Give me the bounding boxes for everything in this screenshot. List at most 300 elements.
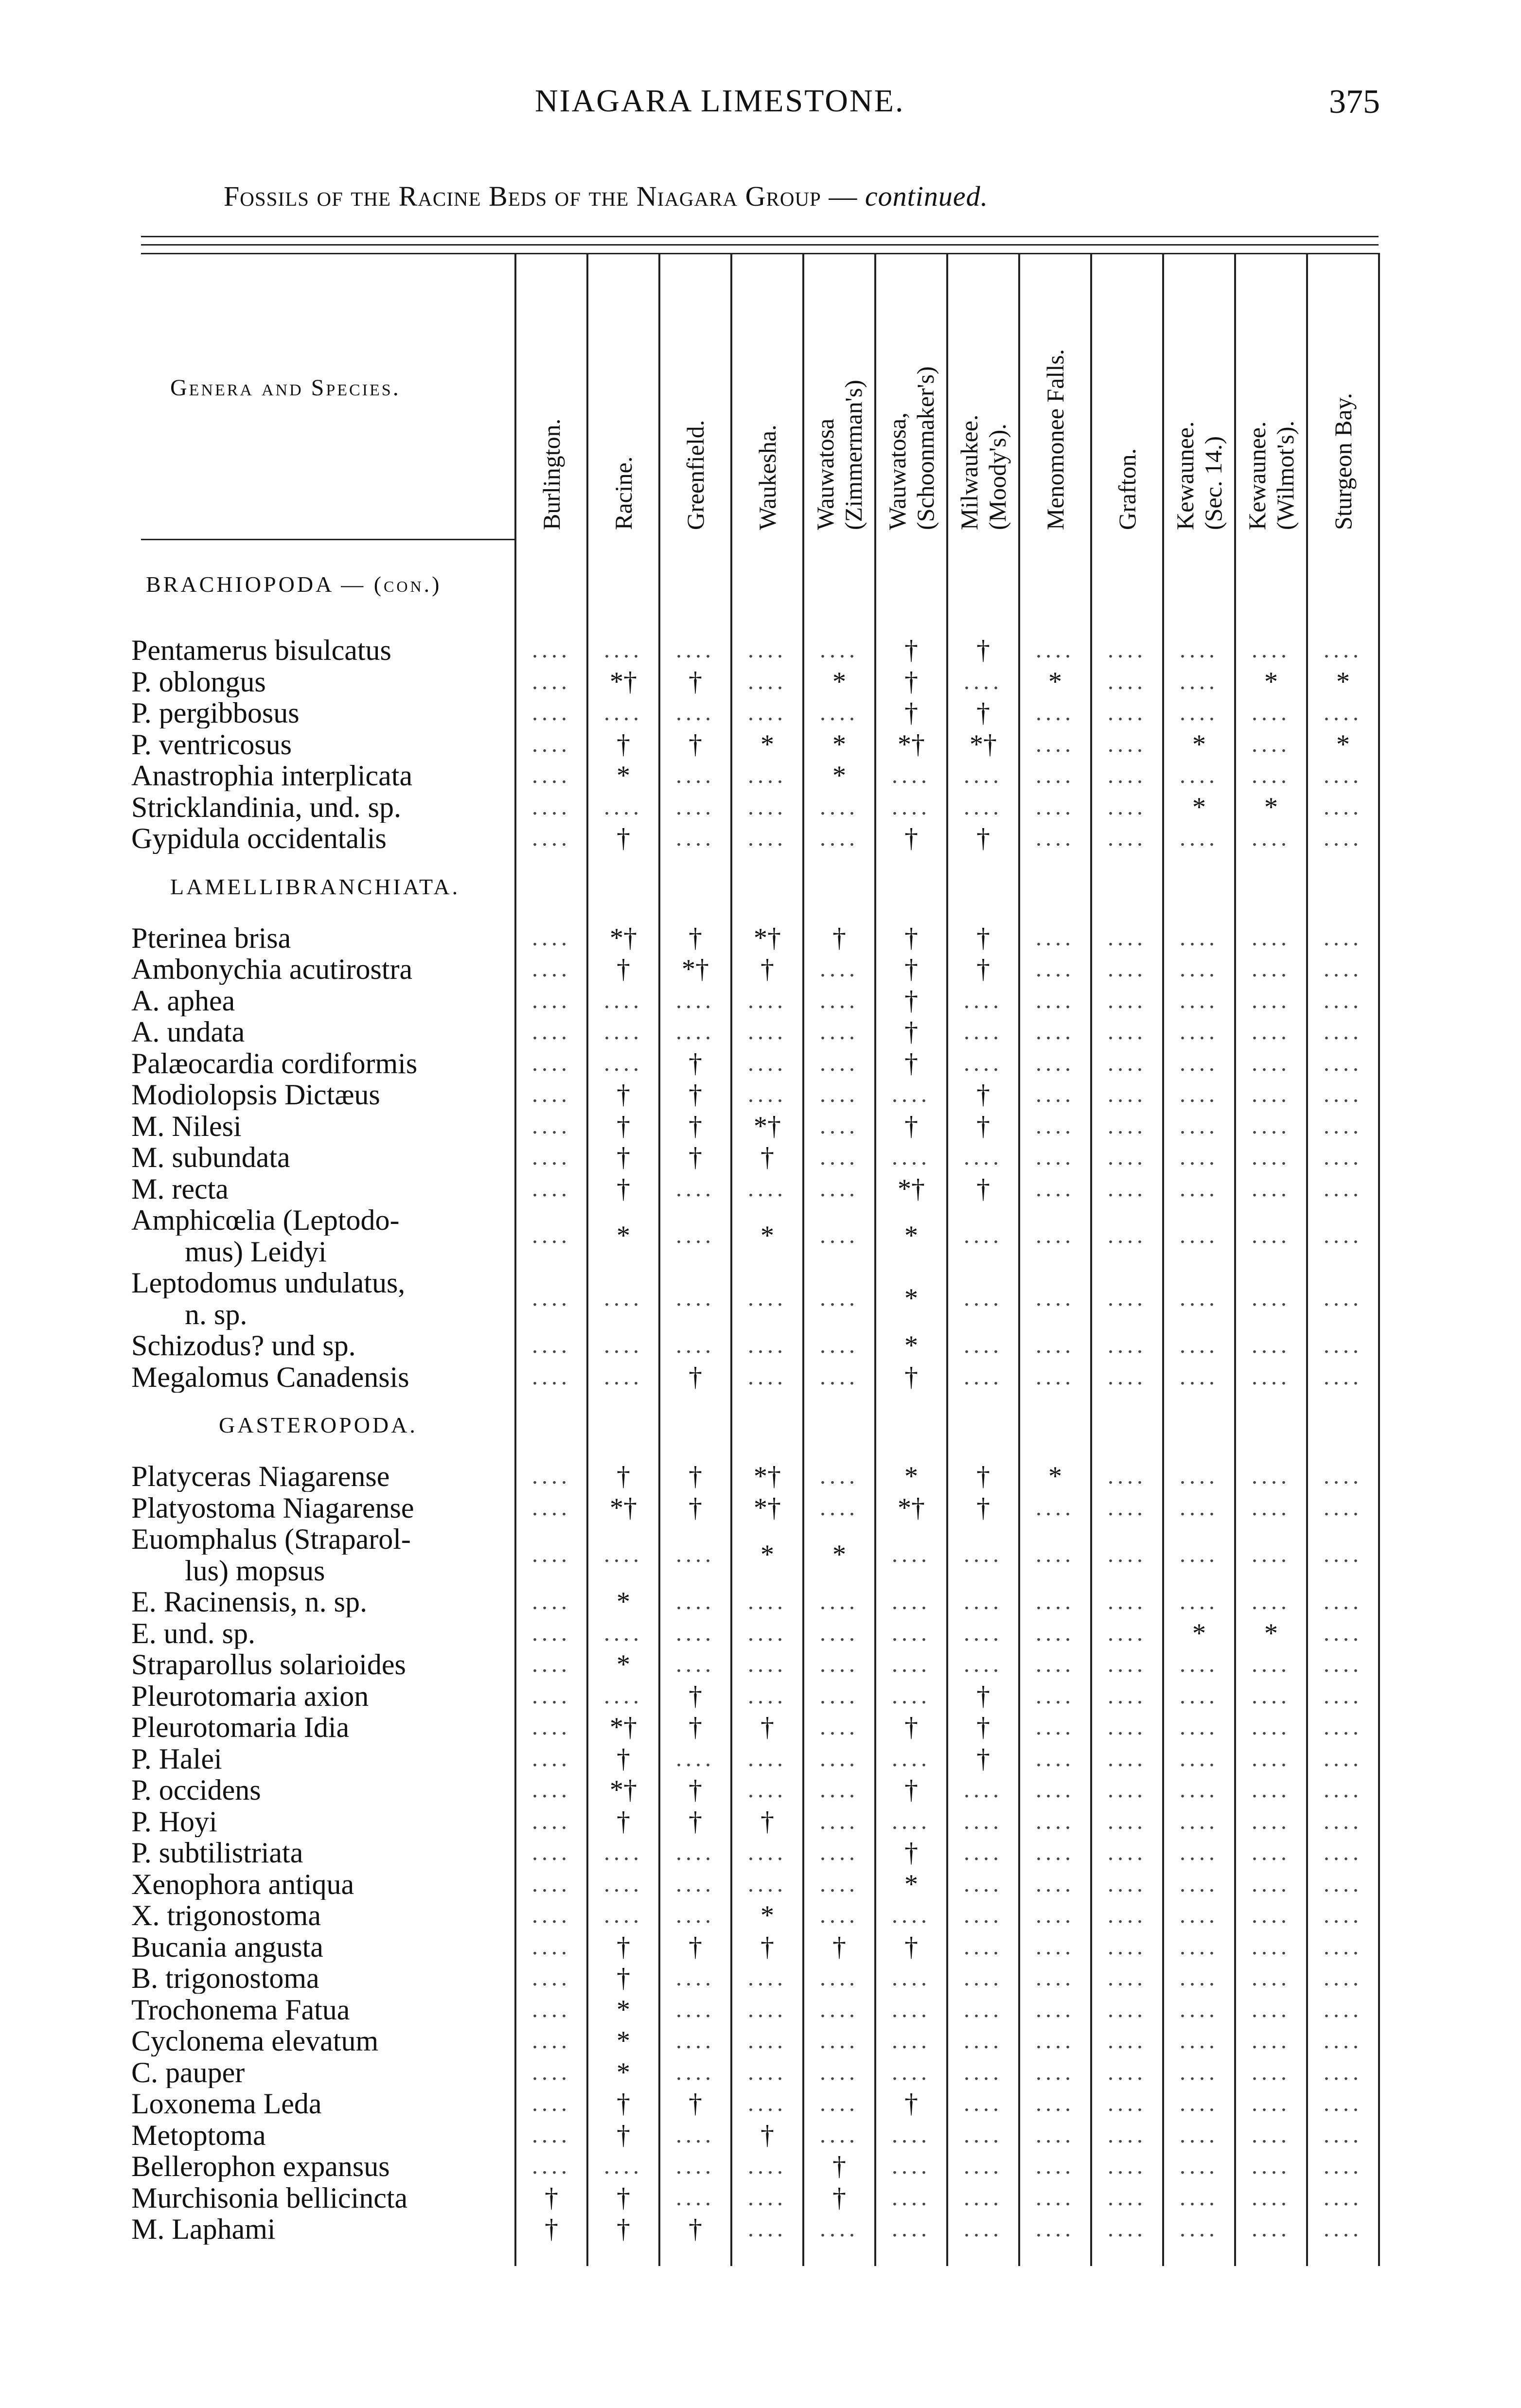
occurrence-cell: .... bbox=[532, 1541, 571, 1567]
occurrence-cell: *† bbox=[898, 1492, 925, 1523]
running-header bbox=[0, 83, 1521, 136]
occurrence-cell: .... bbox=[532, 1808, 571, 1834]
occurrence-cell: .... bbox=[1180, 1019, 1219, 1045]
occurrence-cell: .... bbox=[1324, 1144, 1362, 1170]
occurrence-cell: .... bbox=[604, 1620, 643, 1646]
occurrence-cell: .... bbox=[748, 1081, 787, 1107]
occurrence-cell: .... bbox=[820, 1494, 859, 1521]
occurrence-cell: .... bbox=[1324, 1222, 1362, 1248]
table-row bbox=[0, 729, 1521, 760]
occurrence-cell: .... bbox=[1180, 1589, 1219, 1614]
occurrence-cell: † bbox=[617, 2120, 630, 2150]
species-name: Anastrophia interplicata ..... bbox=[131, 760, 515, 791]
occurrence-cell: .... bbox=[1108, 1332, 1147, 1358]
occurrence-cell: .... bbox=[1180, 1808, 1219, 1834]
occurrence-cell: .... bbox=[1180, 2216, 1219, 2242]
column-header: Racine. bbox=[610, 456, 637, 530]
occurrence-cell: .... bbox=[964, 1285, 1003, 1311]
occurrence-cell: .... bbox=[1324, 1589, 1362, 1614]
occurrence-cell: .... bbox=[1108, 1363, 1147, 1390]
occurrence-cell: .... bbox=[1108, 1902, 1147, 1928]
occurrence-cell: .... bbox=[1108, 1113, 1147, 1139]
column-header: Wauwatosa, (Schoonmaker's) bbox=[884, 366, 939, 530]
occurrence-cell: .... bbox=[1324, 1933, 1362, 1960]
occurrence-cell: .... bbox=[1324, 2184, 1362, 2211]
occurrence-cell: † bbox=[689, 1111, 702, 1141]
occurrence-cell: .... bbox=[964, 1902, 1003, 1928]
occurrence-cell: .... bbox=[1180, 1332, 1219, 1358]
species-name: Murchisonia bellicincta ..... bbox=[131, 2182, 515, 2213]
occurrence-cell: *† bbox=[754, 922, 781, 953]
occurrence-cell: .... bbox=[532, 1902, 571, 1928]
occurrence-cell: .... bbox=[964, 1222, 1003, 1248]
occurrence-cell: .... bbox=[1108, 2090, 1147, 2116]
occurrence-cell: .... bbox=[964, 1620, 1003, 1646]
header-bottom-rule bbox=[141, 539, 515, 540]
table-row bbox=[0, 697, 1521, 728]
occurrence-cell: .... bbox=[892, 1996, 931, 2022]
occurrence-cell: .... bbox=[532, 1620, 571, 1646]
occurrence-cell: .... bbox=[820, 1871, 859, 1897]
occurrence-cell: .... bbox=[820, 1840, 859, 1865]
occurrence-cell: *† bbox=[898, 1173, 925, 1204]
occurrence-cell: .... bbox=[676, 762, 715, 788]
occurrence-cell: † bbox=[976, 1461, 990, 1491]
occurrence-cell: .... bbox=[532, 1113, 571, 1139]
occurrence-cell: .... bbox=[1108, 1745, 1147, 1771]
occurrence-cell: .... bbox=[1252, 825, 1291, 851]
species-name: A. aphea ..... bbox=[131, 985, 515, 1016]
table-row bbox=[0, 954, 1521, 985]
species-name: Schizodus? und sp. ..... bbox=[131, 1330, 515, 1361]
occurrence-cell: .... bbox=[1036, 1363, 1075, 1390]
occurrence-cell: † bbox=[976, 1111, 990, 1141]
occurrence-cell: .... bbox=[532, 1175, 571, 1202]
table-row bbox=[0, 1837, 1521, 1868]
occurrence-cell: *† bbox=[682, 954, 709, 984]
occurrence-cell: * bbox=[1264, 792, 1278, 822]
table-row bbox=[0, 2025, 1521, 2056]
occurrence-cell: .... bbox=[1252, 1965, 1291, 1991]
occurrence-cell: .... bbox=[604, 1902, 643, 1928]
occurrence-cell: .... bbox=[1252, 1714, 1291, 1740]
table-row bbox=[0, 792, 1521, 823]
occurrence-cell: † bbox=[976, 954, 990, 984]
occurrence-cell: .... bbox=[676, 2059, 715, 2085]
species-name: Pterinea brisa ..... bbox=[131, 922, 515, 954]
occurrence-cell: † bbox=[617, 1080, 630, 1110]
occurrence-cell: .... bbox=[820, 1363, 859, 1390]
occurrence-cell: .... bbox=[892, 2122, 931, 2148]
occurrence-cell: .... bbox=[892, 1144, 931, 1170]
occurrence-cell: *† bbox=[610, 1712, 637, 1742]
occurrence-cell: .... bbox=[1036, 1840, 1075, 1865]
occurrence-cell: † bbox=[976, 1080, 990, 1110]
occurrence-cell: .... bbox=[1252, 731, 1291, 757]
species-name-continued: n. sp. ..... bbox=[185, 1299, 569, 1330]
occurrence-cell: .... bbox=[820, 2122, 859, 2148]
occurrence-cell: .... bbox=[1108, 1144, 1147, 1170]
occurrence-cell: † bbox=[689, 729, 702, 760]
occurrence-cell: † bbox=[617, 1461, 630, 1491]
species-name: A. undata ..... bbox=[131, 1016, 515, 1047]
occurrence-cell: .... bbox=[1324, 1871, 1362, 1897]
occurrence-cell: .... bbox=[820, 1714, 859, 1740]
occurrence-cell: .... bbox=[748, 1996, 787, 2022]
occurrence-cell: .... bbox=[1036, 1902, 1075, 1928]
species-name: Ambonychia acutirostra ..... bbox=[131, 954, 515, 985]
occurrence-cell: .... bbox=[964, 1541, 1003, 1567]
occurrence-cell: † bbox=[545, 2214, 558, 2244]
occurrence-cell: .... bbox=[532, 1463, 571, 1489]
species-name: P. Halei ..... bbox=[131, 1743, 515, 1774]
occurrence-cell: .... bbox=[604, 700, 643, 726]
species-name: P. pergibbosus ..... bbox=[131, 697, 515, 728]
occurrence-cell: .... bbox=[532, 2153, 571, 2179]
table-row bbox=[0, 1142, 1521, 1173]
occurrence-cell: .... bbox=[676, 987, 715, 1013]
occurrence-cell: .... bbox=[1324, 1808, 1362, 1834]
occurrence-cell: .... bbox=[1036, 1714, 1075, 1740]
occurrence-cell: .... bbox=[1036, 762, 1075, 788]
species-name: Metoptoma ..... bbox=[131, 2120, 515, 2151]
occurrence-cell: .... bbox=[1108, 700, 1147, 726]
species-name: Modiolopsis Dictæus ..... bbox=[131, 1079, 515, 1110]
table-row bbox=[0, 1681, 1521, 1712]
species-name: Platyceras Niagarense ..... bbox=[131, 1461, 515, 1492]
occurrence-cell: .... bbox=[676, 1840, 715, 1865]
table-row-continuation bbox=[0, 1236, 1521, 1267]
occurrence-cell: .... bbox=[676, 1285, 715, 1311]
occurrence-cell: .... bbox=[1108, 924, 1147, 951]
species-name: Amphicœlia (Leptodo- ..... bbox=[131, 1204, 515, 1236]
occurrence-cell: .... bbox=[1108, 2216, 1147, 2242]
species-name: Platyostoma Niagarense ..... bbox=[131, 1492, 515, 1523]
occurrence-cell: † bbox=[904, 985, 918, 1016]
occurrence-cell: .... bbox=[820, 1463, 859, 1489]
occurrence-cell: .... bbox=[1036, 731, 1075, 757]
species-name: Stricklandinia, und. sp. ..... bbox=[131, 792, 515, 823]
occurrence-cell: .... bbox=[1036, 2216, 1075, 2242]
occurrence-cell: .... bbox=[1180, 1113, 1219, 1139]
occurrence-cell: † bbox=[904, 1838, 918, 1868]
occurrence-cell: .... bbox=[1180, 1050, 1219, 1076]
occurrence-cell: .... bbox=[964, 1019, 1003, 1045]
occurrence-cell: .... bbox=[1252, 1019, 1291, 1045]
occurrence-cell: .... bbox=[820, 1777, 859, 1803]
occurrence-cell: .... bbox=[820, 956, 859, 982]
occurrence-cell: .... bbox=[1108, 1285, 1147, 1311]
occurrence-cell: .... bbox=[1036, 1745, 1075, 1771]
occurrence-cell: .... bbox=[964, 2216, 1003, 2242]
occurrence-cell: .... bbox=[964, 794, 1003, 820]
column-header: Burlington. bbox=[538, 418, 565, 530]
occurrence-cell: .... bbox=[1036, 1777, 1075, 1803]
occurrence-cell: .... bbox=[964, 762, 1003, 788]
occurrence-cell: .... bbox=[1324, 1965, 1362, 1991]
occurrence-cell: .... bbox=[1036, 1651, 1075, 1677]
occurrence-cell: .... bbox=[1252, 1651, 1291, 1677]
occurrence-cell: † bbox=[832, 922, 846, 953]
occurrence-cell: † bbox=[976, 823, 990, 853]
species-name: Straparollus solarioides ..... bbox=[131, 1649, 515, 1680]
occurrence-cell: .... bbox=[1252, 987, 1291, 1013]
occurrence-cell: .... bbox=[532, 1682, 571, 1709]
occurrence-cell: .... bbox=[748, 1589, 787, 1614]
species-name: E. Racinensis, n. sp. ..... bbox=[131, 1586, 515, 1617]
occurrence-cell: .... bbox=[1036, 1222, 1075, 1248]
occurrence-cell: .... bbox=[892, 1808, 931, 1834]
occurrence-cell: .... bbox=[1324, 1651, 1362, 1677]
occurrence-cell: .... bbox=[1324, 2028, 1362, 2054]
occurrence-cell: .... bbox=[1180, 1871, 1219, 1897]
occurrence-cell: .... bbox=[1036, 637, 1075, 663]
occurrence-cell: .... bbox=[892, 2184, 931, 2211]
occurrence-cell: .... bbox=[1324, 1494, 1362, 1521]
occurrence-cell: .... bbox=[1108, 1019, 1147, 1045]
occurrence-cell: .... bbox=[964, 2090, 1003, 2116]
table-row bbox=[0, 1743, 1521, 1774]
occurrence-cell: * bbox=[617, 761, 630, 791]
table-row bbox=[0, 1330, 1521, 1361]
occurrence-cell: .... bbox=[1036, 2184, 1075, 2211]
occurrence-cell: .... bbox=[1180, 1463, 1219, 1489]
occurrence-cell: † bbox=[904, 698, 918, 728]
occurrence-cell: * bbox=[760, 1900, 774, 1930]
occurrence-cell: * bbox=[617, 1221, 630, 1251]
table-row bbox=[0, 2120, 1521, 2151]
occurrence-cell: .... bbox=[820, 987, 859, 1013]
occurrence-cell: .... bbox=[1180, 956, 1219, 982]
occurrence-cell: † bbox=[832, 2182, 846, 2213]
occurrence-cell: † bbox=[689, 1461, 702, 1491]
occurrence-cell: .... bbox=[1036, 1620, 1075, 1646]
occurrence-cell: .... bbox=[1252, 1494, 1291, 1521]
occurrence-cell: † bbox=[689, 1080, 702, 1110]
occurrence-cell: .... bbox=[820, 1175, 859, 1202]
occurrence-cell: .... bbox=[820, 700, 859, 726]
occurrence-cell: .... bbox=[748, 1651, 787, 1677]
occurrence-cell: † bbox=[689, 2214, 702, 2244]
occurrence-cell: .... bbox=[748, 794, 787, 820]
occurrence-cell: .... bbox=[892, 1541, 931, 1567]
occurrence-cell: .... bbox=[1180, 1541, 1219, 1567]
occurrence-cell: * bbox=[1192, 729, 1206, 760]
occurrence-cell: .... bbox=[1324, 1332, 1362, 1358]
table-row bbox=[0, 666, 1521, 697]
species-name: P. subtilistriata ..... bbox=[131, 1837, 515, 1868]
species-name: Trochonema Fatua ..... bbox=[131, 1994, 515, 2025]
occurrence-cell: .... bbox=[1324, 637, 1362, 663]
occurrence-cell: .... bbox=[892, 762, 931, 788]
occurrence-cell: .... bbox=[1180, 2122, 1219, 2148]
occurrence-cell: * bbox=[904, 1869, 918, 1899]
occurrence-cell: .... bbox=[1324, 1113, 1362, 1139]
occurrence-cell: .... bbox=[1036, 1019, 1075, 1045]
occurrence-cell: † bbox=[617, 1743, 630, 1774]
occurrence-cell: .... bbox=[532, 2090, 571, 2116]
occurrence-cell: † bbox=[904, 1712, 918, 1742]
occurrence-cell: .... bbox=[676, 2122, 715, 2148]
occurrence-cell: † bbox=[832, 1931, 846, 1962]
occurrence-cell: .... bbox=[1180, 1222, 1219, 1248]
column-header: Wauwatosa (Zimmerman's) bbox=[812, 380, 867, 530]
occurrence-cell: .... bbox=[1252, 1285, 1291, 1311]
occurrence-cell: .... bbox=[820, 1682, 859, 1709]
occurrence-cell: .... bbox=[1180, 1651, 1219, 1677]
occurrence-cell: .... bbox=[1036, 1965, 1075, 1991]
occurrence-cell: † bbox=[689, 922, 702, 953]
occurrence-cell: † bbox=[689, 1362, 702, 1392]
section-heading: BRACHIOPODA — (con.) bbox=[146, 572, 442, 597]
column-header: Milwaukee. (Moody's). bbox=[955, 414, 1011, 530]
occurrence-cell: .... bbox=[1324, 1363, 1362, 1390]
occurrence-cell: .... bbox=[604, 1682, 643, 1709]
occurrence-cell: .... bbox=[676, 2153, 715, 2179]
occurrence-cell: .... bbox=[532, 1144, 571, 1170]
occurrence-cell: .... bbox=[1036, 1332, 1075, 1358]
occurrence-cell: .... bbox=[1324, 1682, 1362, 1709]
occurrence-cell: † bbox=[617, 1142, 630, 1172]
occurrence-cell: .... bbox=[1180, 1745, 1219, 1771]
occurrence-cell: .... bbox=[820, 1050, 859, 1076]
occurrence-cell: .... bbox=[748, 1285, 787, 1311]
occurrence-cell: * bbox=[617, 2026, 630, 2056]
occurrence-cell: .... bbox=[964, 1777, 1003, 1803]
occurrence-cell: .... bbox=[748, 1840, 787, 1865]
column-header: Kewaunee. (Wilmot's). bbox=[1243, 420, 1299, 530]
occurrence-cell: .... bbox=[964, 1589, 1003, 1614]
occurrence-cell: .... bbox=[964, 2122, 1003, 2148]
occurrence-cell: .... bbox=[532, 1019, 571, 1045]
occurrence-cell: .... bbox=[532, 700, 571, 726]
occurrence-cell: .... bbox=[532, 1840, 571, 1865]
occurrence-cell: .... bbox=[1036, 1175, 1075, 1202]
occurrence-cell: .... bbox=[820, 1144, 859, 1170]
occurrence-cell: .... bbox=[1324, 1019, 1362, 1045]
occurrence-cell: .... bbox=[676, 1175, 715, 1202]
occurrence-cell: .... bbox=[1324, 1285, 1362, 1311]
occurrence-cell: .... bbox=[1324, 1902, 1362, 1928]
occurrence-cell: .... bbox=[892, 1589, 931, 1614]
occurrence-cell: .... bbox=[820, 1285, 859, 1311]
occurrence-cell: .... bbox=[532, 1332, 571, 1358]
occurrence-cell: * bbox=[832, 729, 846, 760]
occurrence-cell: .... bbox=[748, 668, 787, 694]
occurrence-cell: † bbox=[617, 2089, 630, 2119]
occurrence-cell: .... bbox=[892, 2153, 931, 2179]
occurrence-cell: .... bbox=[1324, 1840, 1362, 1865]
occurrence-cell: .... bbox=[1324, 700, 1362, 726]
occurrence-cell: .... bbox=[532, 1222, 571, 1248]
occurrence-cell: † bbox=[760, 1142, 774, 1172]
occurrence-cell: .... bbox=[1108, 1682, 1147, 1709]
occurrence-cell: .... bbox=[1180, 1714, 1219, 1740]
occurrence-cell: † bbox=[976, 1743, 990, 1774]
occurrence-cell: .... bbox=[1108, 956, 1147, 982]
occurrence-cell: † bbox=[976, 1173, 990, 1204]
occurrence-cell: .... bbox=[676, 825, 715, 851]
occurrence-cell: .... bbox=[676, 2184, 715, 2211]
occurrence-cell: † bbox=[760, 954, 774, 984]
occurrence-cell: .... bbox=[748, 1777, 787, 1803]
occurrence-cell: .... bbox=[676, 794, 715, 820]
occurrence-cell: .... bbox=[748, 1871, 787, 1897]
table-row bbox=[0, 2182, 1521, 2213]
occurrence-cell: .... bbox=[1324, 2059, 1362, 2085]
occurrence-cell: .... bbox=[1108, 2028, 1147, 2054]
occurrence-cell: *† bbox=[970, 729, 997, 760]
occurrence-cell: .... bbox=[676, 1541, 715, 1567]
occurrence-cell: .... bbox=[1108, 1050, 1147, 1076]
occurrence-cell: .... bbox=[604, 1050, 643, 1076]
occurrence-cell: .... bbox=[532, 762, 571, 788]
occurrence-cell: † bbox=[904, 2089, 918, 2119]
species-name: Bellerophon expansus ..... bbox=[131, 2151, 515, 2182]
occurrence-cell: .... bbox=[676, 637, 715, 663]
occurrence-cell: .... bbox=[532, 1933, 571, 1960]
occurrence-cell: .... bbox=[964, 2028, 1003, 2054]
column-header: Greenfield. bbox=[682, 420, 709, 530]
table-row bbox=[0, 1931, 1521, 1963]
occurrence-cell: .... bbox=[892, 1682, 931, 1709]
occurrence-cell: .... bbox=[820, 1745, 859, 1771]
occurrence-cell: * bbox=[1192, 1618, 1206, 1648]
occurrence-cell: *† bbox=[610, 666, 637, 697]
occurrence-cell: .... bbox=[1108, 762, 1147, 788]
occurrence-cell: .... bbox=[532, 1651, 571, 1677]
top-rule-3 bbox=[141, 253, 1379, 254]
occurrence-cell: .... bbox=[748, 2216, 787, 2242]
occurrence-cell: .... bbox=[1108, 668, 1147, 694]
occurrence-cell: † bbox=[617, 1931, 630, 1962]
occurrence-cell: .... bbox=[1108, 1651, 1147, 1677]
occurrence-cell: .... bbox=[1252, 2028, 1291, 2054]
occurrence-cell: .... bbox=[1252, 1332, 1291, 1358]
occurrence-cell: * bbox=[1336, 729, 1350, 760]
occurrence-cell: .... bbox=[1252, 1113, 1291, 1139]
occurrence-cell: .... bbox=[1324, 2153, 1362, 2179]
species-name: Pleurotomaria axion ..... bbox=[131, 1681, 515, 1712]
occurrence-cell: † bbox=[617, 1111, 630, 1141]
table-row bbox=[0, 1461, 1521, 1492]
occurrence-cell: .... bbox=[964, 2153, 1003, 2179]
occurrence-cell: .... bbox=[748, 1019, 787, 1045]
occurrence-cell: .... bbox=[892, 1081, 931, 1107]
occurrence-cell: .... bbox=[1324, 1175, 1362, 1202]
occurrence-cell: .... bbox=[964, 1871, 1003, 1897]
occurrence-cell: .... bbox=[532, 1050, 571, 1076]
occurrence-cell: .... bbox=[1324, 2090, 1362, 2116]
occurrence-cell: † bbox=[760, 2120, 774, 2150]
occurrence-cell: .... bbox=[532, 1081, 571, 1107]
occurrence-cell: .... bbox=[676, 1222, 715, 1248]
occurrence-cell: † bbox=[976, 1712, 990, 1742]
occurrence-cell: *† bbox=[610, 1775, 637, 1805]
occurrence-cell: .... bbox=[604, 987, 643, 1013]
occurrence-cell: .... bbox=[1324, 762, 1362, 788]
occurrence-cell: .... bbox=[1180, 2028, 1219, 2054]
occurrence-cell: .... bbox=[1036, 1081, 1075, 1107]
occurrence-cell: * bbox=[832, 666, 846, 697]
occurrence-cell: .... bbox=[1180, 2059, 1219, 2085]
occurrence-cell: .... bbox=[1036, 1589, 1075, 1614]
occurrence-cell: † bbox=[689, 1492, 702, 1523]
occurrence-cell: .... bbox=[532, 1714, 571, 1740]
occurrence-cell: .... bbox=[892, 1745, 931, 1771]
table-title-continued: continued. bbox=[865, 180, 989, 212]
occurrence-cell: .... bbox=[748, 637, 787, 663]
